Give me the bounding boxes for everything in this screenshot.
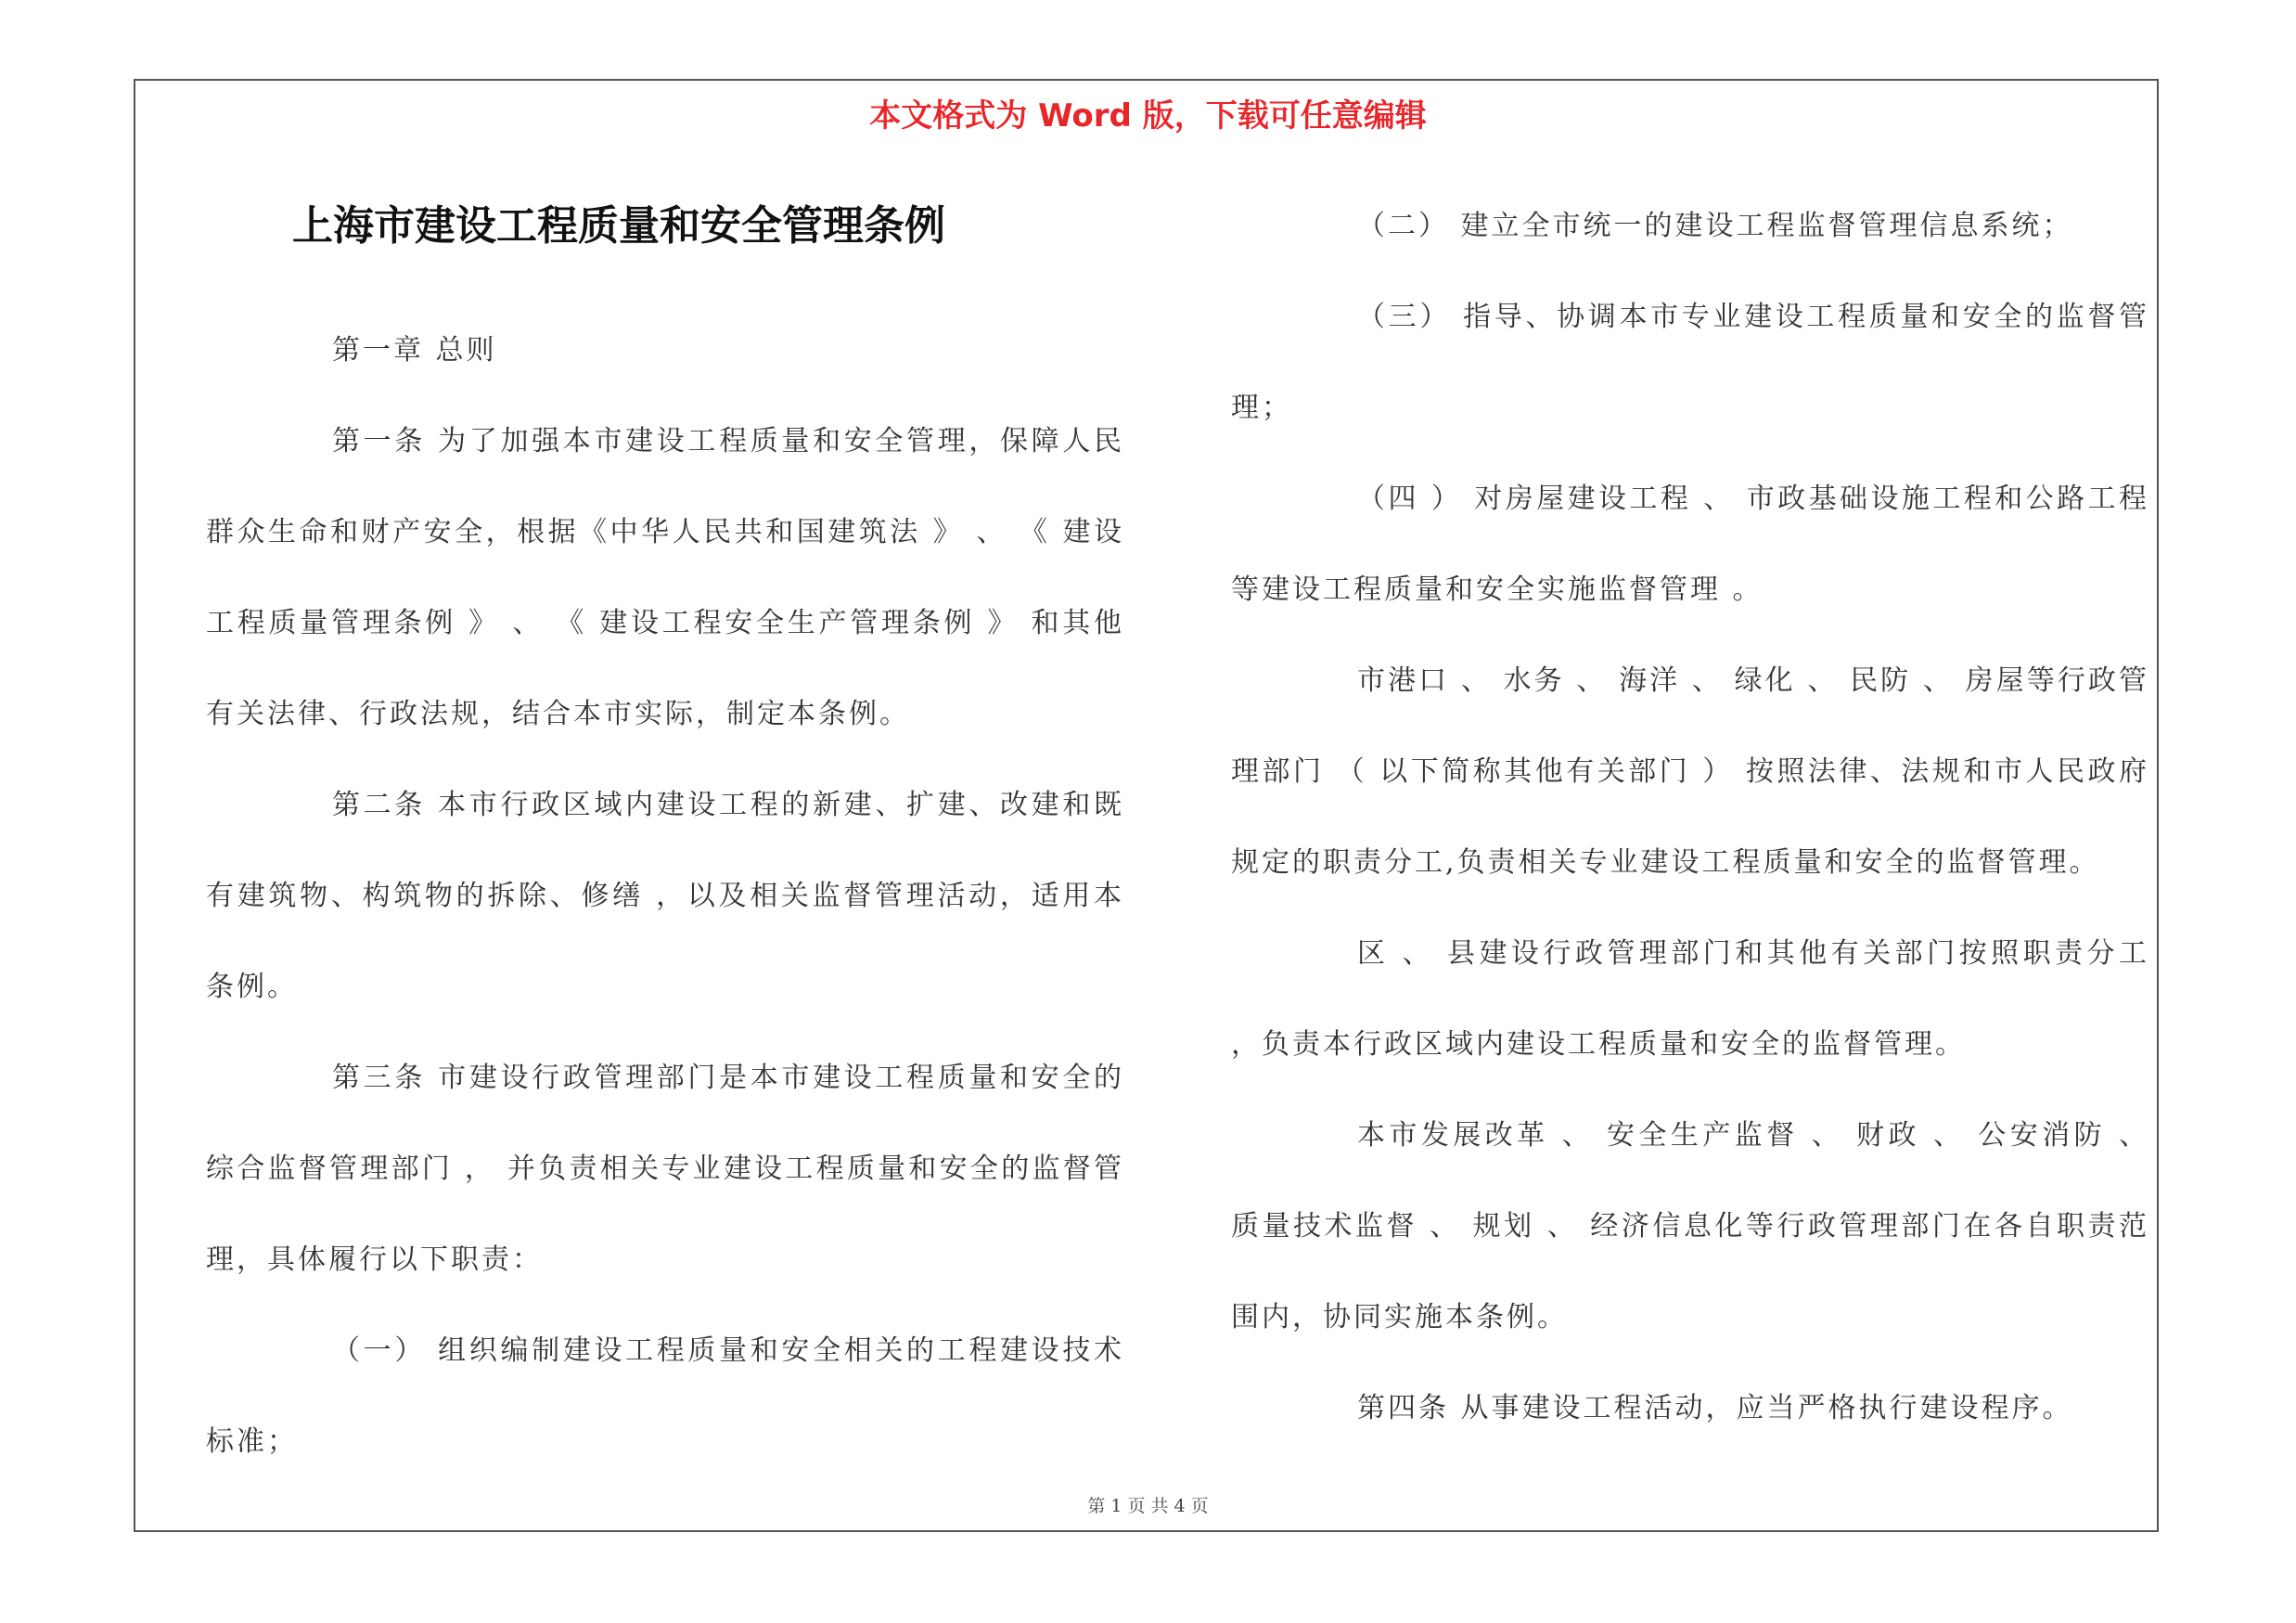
- paragraph-article-4: 第四条 从事建设工程活动，应当严格执行建设程序。: [1357, 1392, 2073, 1424]
- document-title: 上海市建设工程质量和安全管理条例: [292, 202, 945, 250]
- paragraph-item-4: （四 ） 对房屋建设工程 、 市政基础设施工程和公路工程等建设工程质量和安全实施监督管理 。: [1231, 483, 2149, 606]
- format-banner: 本文格式为 Word 版，下载可任意编辑: [869, 97, 1427, 135]
- paragraph-item-3: （三） 指导、协调本市专业建设工程质量和安全的监督管理；: [1231, 301, 2149, 424]
- left-column: [206, 172, 1124, 1488]
- page-footer: 第 1 页 共 4 页: [1087, 1496, 1209, 1516]
- paragraph-district-departments: 区 、 县建设行政管理部门和其他有关部门按照职责分工 ，负责本行政区域内建设工程质量和安全的监督管理。: [1231, 937, 2149, 1061]
- paragraph-other-departments: 市港口 、 水务 、 海洋 、 绿化 、 民防 、 房屋等行政管理部门 （ 以下简称其他有关部门 ） 按照法律、法规和市人民政府规定的职责分工,负责相关专业建设工程质量和安全的监督管理。: [1231, 664, 2149, 879]
- paragraph-item-2: （二） 建立全市统一的建设工程监督管理信息系统；: [1357, 210, 2073, 242]
- paragraph-item-1: （一） 组织编制建设工程质量和安全相关的工程建设技术标准；: [206, 1334, 1124, 1458]
- paragraph-coordinating-departments: 本市发展改革 、 安全生产监督 、 财政 、 公安消防 、 质量技术监督 、 规划 、 经济信息化等行政管理部门在各自职责范围内，协同实施本条例。: [1231, 1119, 2149, 1333]
- right-column: [1231, 181, 2149, 1454]
- paragraph-article-1: 第一条 为了加强本市建设工程质量和安全管理，保障人民群众生命和财产安全，根据《中华人民共和国建筑法 》 、 《 建设工程质量管理条例 》 、 《 建设工程安全生产管理条例 》 和其他有关法律、行政法规，结合本市实际，制定本条例。: [206, 425, 1124, 730]
- paragraph-article-2: 第二条 本市行政区域内建设工程的新建、扩建、改建和既有建筑物、构筑物的拆除、修缮 ，以及相关监督管理活动，适用本条例。: [206, 789, 1124, 1003]
- paragraph-chapter-1: 第一章 总则: [332, 334, 497, 367]
- paragraph-article-3: 第三条 市建设行政管理部门是本市建设工程质量和安全的综合监督管理部门 ， 并负责相关专业建设工程质量和安全的监督管理，具体履行以下职责：: [206, 1062, 1124, 1276]
